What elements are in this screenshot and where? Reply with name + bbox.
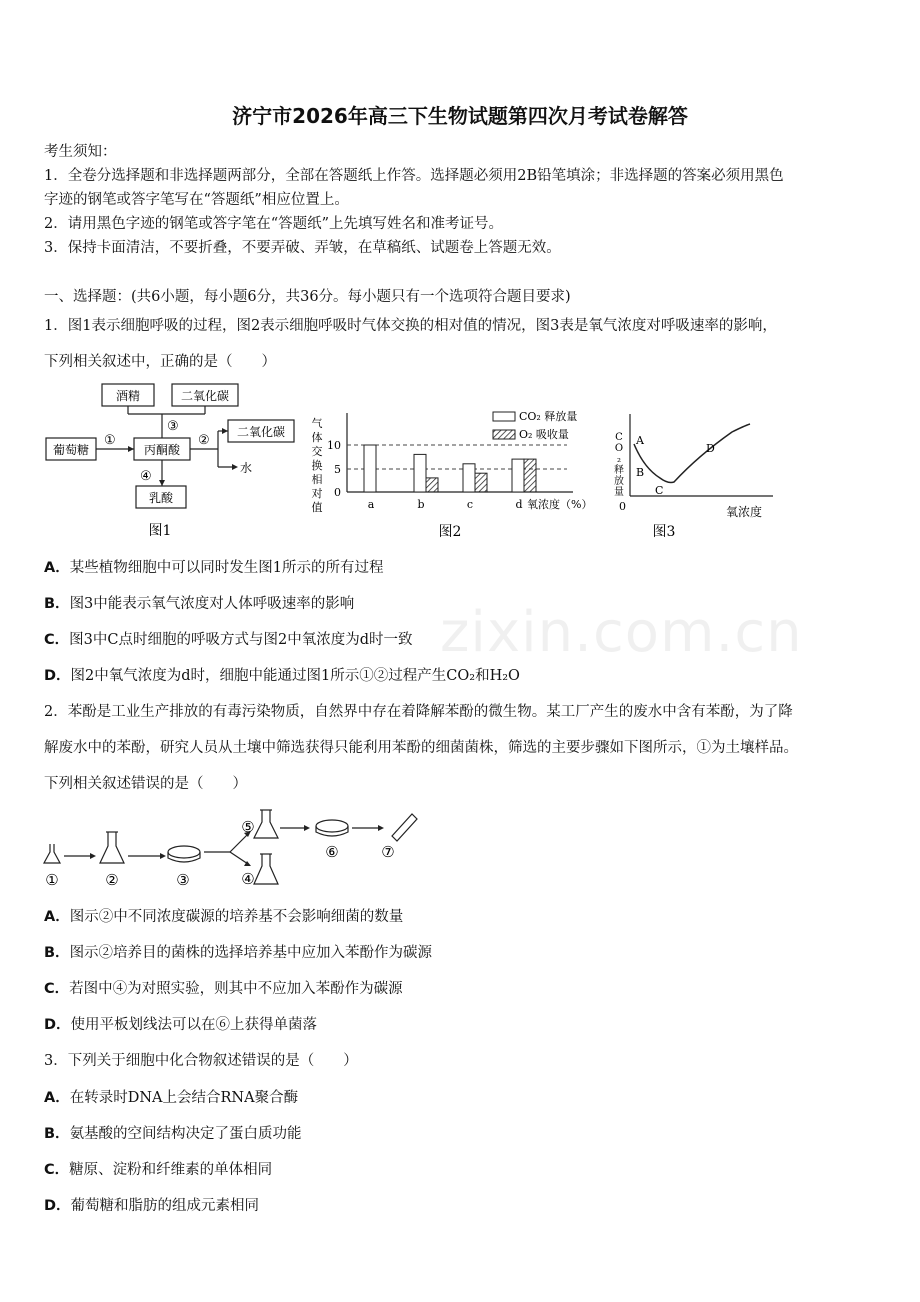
page-title: 济宁市2026年高三下生物试题第四次月考试卷解答: [232, 104, 688, 128]
q1-option-c[interactable]: C．图3中C点时细胞的呼吸方式与图2中氧浓度为d时一致: [44, 632, 413, 648]
q3-option-b[interactable]: B．氨基酸的空间结构决定了蛋白质功能: [44, 1126, 302, 1142]
fig1-caption: 图1: [148, 523, 172, 539]
fig3-origin: 0: [619, 500, 626, 513]
q3-stem: 3．下列关于细胞中化合物叙述错误的是（ ）: [44, 1053, 358, 1069]
fig2-bar-o2: [475, 473, 487, 492]
fig2-category: c: [466, 498, 474, 511]
fig3-ylabel-char: 释: [614, 465, 624, 476]
notice-line: 1．全卷分选择题和非选择题两部分，全部在答题纸上作答。选择题必须用2B铅笔填涂；非选择题的答案必须用黑色: [44, 168, 784, 184]
fig2-ytick: 0: [334, 486, 341, 499]
fig2-ytick: 10: [327, 439, 341, 452]
fig2-ytick: 5: [334, 463, 341, 476]
fig2-category: b: [417, 498, 425, 511]
fig3-ylabel-char: ₂: [616, 454, 622, 465]
fig2-ylabel-char: 气: [311, 417, 323, 430]
fig3-xlabel: 氧浓度: [726, 505, 763, 519]
q1-option-d[interactable]: D．图2中氧气浓度为d时，细胞中能通过图1所示①②过程产生CO₂和H₂O: [44, 668, 520, 684]
q1-stem: 下列相关叙述中，正确的是（ ）: [44, 354, 276, 370]
fig1-n4: ④: [140, 469, 152, 484]
fig2-bar-co2: [463, 464, 475, 492]
q2-option-d[interactable]: D．使用平板划线法可以在⑥上获得单菌落: [44, 1017, 318, 1033]
fig2-category: d: [515, 498, 523, 511]
fig2-bar-co2: [364, 445, 376, 492]
q3-option-a[interactable]: A．在转录时DNA上会结合RNA聚合酶: [44, 1090, 299, 1106]
figure-3-chart: [608, 410, 788, 540]
fig3-ylabel-char: O: [614, 443, 624, 454]
q2-label-5: ⑤: [241, 818, 255, 836]
fig3-point-A: A: [636, 434, 644, 447]
fig1-n3: ③: [167, 419, 179, 434]
fig1-pyruvate: 丙酮酸: [143, 443, 181, 457]
fig2-legend-o2: O₂ 吸收量: [519, 428, 569, 441]
fig2-bar-o2: [524, 459, 536, 492]
q2-label-6: ⑥: [325, 843, 339, 861]
q2-stem: 2．苯酚是工业生产排放的有毒污染物质，自然界中存在着降解苯酚的微生物。某工厂产生的废水中含有苯酚，为了降: [44, 704, 793, 720]
fig2-ylabel-char: 相: [311, 473, 323, 486]
fig3-point-C: C: [655, 484, 664, 497]
q2-label-2: ②: [105, 871, 119, 889]
fig2-bar-co2: [512, 459, 524, 492]
notice-line: 2．请用黑色字迹的钢笔或答字笔在“答题纸”上先填写姓名和准考证号。: [44, 216, 504, 232]
fig1-water: 水: [240, 461, 253, 475]
fig2-caption: 图2: [438, 524, 462, 540]
notice-line: 3．保持卡面清洁，不要折叠，不要弄破、弄皱，在草稿纸、试题卷上答题无效。: [44, 240, 561, 256]
fig1-lactic: 乳酸: [148, 491, 174, 505]
q3-option-c[interactable]: C．糖原、淀粉和纤维素的单体相同: [44, 1162, 273, 1178]
fig2-ylabel-char: 值: [311, 501, 323, 514]
fig3-ylabel-char: 放: [614, 476, 624, 487]
figure-1-diagram: [40, 380, 310, 540]
notice-line: 字迹的钢笔或答字笔写在“答题纸”相应位置上。: [44, 192, 349, 208]
fig1-co2-right: 二氧化碳: [236, 425, 286, 439]
fig2-xlabel: 氧浓度（%）: [527, 498, 593, 511]
q2-procedure-diagram: [40, 800, 430, 892]
q1-option-a[interactable]: A．某些植物细胞中可以同时发生图1所示的所有过程: [44, 560, 384, 576]
fig2-ylabel-char: 对: [311, 487, 323, 500]
fig2-ylabel-char: 交: [311, 445, 323, 458]
notice-heading: 考生须知：: [44, 144, 117, 160]
q3-option-d[interactable]: D．葡萄糖和脂肪的组成元素相同: [44, 1198, 260, 1214]
q2-stem: 下列相关叙述错误的是（ ）: [44, 776, 247, 792]
fig2-bar-o2: [426, 478, 438, 492]
q2-label-3: ③: [176, 871, 190, 889]
fig3-caption: 图3: [652, 524, 676, 540]
fig1-n1: ①: [104, 433, 116, 448]
q2-label-7: ⑦: [381, 843, 395, 861]
fig2-ylabel-char: 体: [311, 431, 323, 444]
q2-option-a[interactable]: A．图示②中不同浓度碳源的培养基不会影响细菌的数量: [44, 909, 404, 925]
figure-2-chart: [305, 405, 605, 540]
q1-option-b[interactable]: B．图3中能表示氧气浓度对人体呼吸速率的影响: [44, 596, 355, 612]
q2-option-c[interactable]: C．若图中④为对照实验，则其中不应加入苯酚作为碳源: [44, 981, 403, 997]
fig2-category: a: [367, 498, 375, 511]
fig2-ylabel-char: 换: [311, 459, 323, 472]
q2-label-4: ④: [241, 870, 255, 888]
fig3-ylabel-char: 量: [614, 487, 624, 498]
q2-stem: 解废水中的苯酚，研究人员从土壤中筛选获得只能利用苯酚的细菌菌株，筛选的主要步骤如下图所示，①为土壤样品。: [44, 740, 798, 756]
fig3-point-D: D: [706, 442, 715, 455]
section-heading: 一、选择题：(共6小题，每小题6分，共36分。每小题只有一个选项符合题目要求): [44, 289, 571, 305]
q1-stem: 1．图1表示细胞呼吸的过程，图2表示细胞呼吸时气体交换的相对值的情况，图3表是氧气浓度对呼吸速率的影响，: [44, 318, 777, 334]
q2-label-1: ①: [45, 871, 59, 889]
fig1-n2: ②: [198, 433, 210, 448]
fig3-ylabel-char: C: [615, 432, 623, 443]
fig3-point-B: B: [636, 466, 645, 479]
fig1-co2-top: 二氧化碳: [180, 389, 230, 403]
watermark: zixin.com.cn: [440, 600, 803, 665]
q2-option-b[interactable]: B．图示②培养目的菌株的选择培养基中应加入苯酚作为碳源: [44, 945, 433, 961]
fig1-glucose: 葡萄糖: [52, 443, 90, 457]
fig2-legend-co2: CO₂ 释放量: [519, 410, 578, 423]
fig2-bar-co2: [414, 454, 426, 492]
fig1-alcohol: 酒精: [115, 389, 141, 403]
